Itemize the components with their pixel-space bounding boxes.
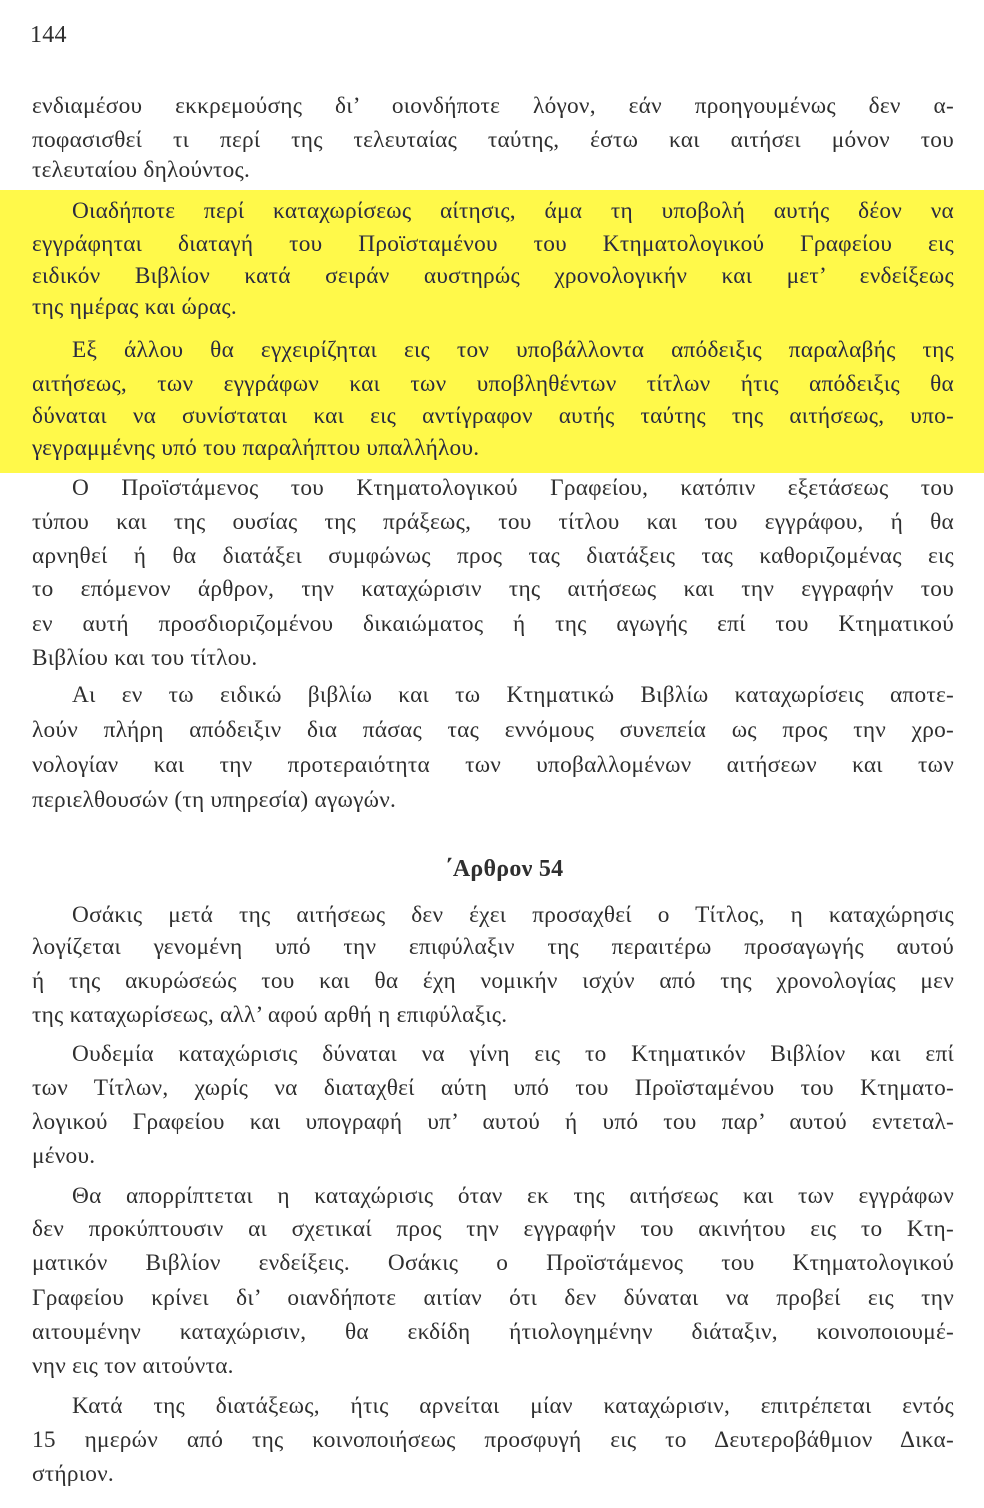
text-line: δεν προκύπτουσιν αι σχετικαί προς την εγγραφήν του ακινήτου εις το Κτη- bbox=[32, 1216, 954, 1242]
text-line: εν αυτή προσδιοριζομένου δικαιώματος ή της αγωγής επί του Κτηματικού bbox=[32, 611, 954, 637]
text-line: Θα απορρίπτεται η καταχώρισις όταν εκ της αιτήσεως και των εγγράφων bbox=[72, 1183, 954, 1209]
text-line: Κατά της διατάξεως, ήτις αρνείται μίαν καταχώρισιν, επιτρέπεται εντός bbox=[72, 1393, 954, 1419]
text-line: στήριον. bbox=[32, 1461, 115, 1487]
text-line: λογίζεται γενομένη υπό την επιφύλαξιν της περαιτέρω προσαγωγής αυτού bbox=[32, 934, 954, 960]
highlighted-text-line: αιτήσεως, των εγγράφων και των υποβληθέντων τίτλων ήτις απόδειξις θα bbox=[32, 371, 954, 397]
text-line: το επόμενον άρθρον, την καταχώρισιν της αιτήσεως και την εγγραφήν του bbox=[32, 576, 954, 602]
text-line: Γραφείου κρίνει δι’ οιανδήποτε αιτίαν ότι δεν δύναται να προβεί εις την bbox=[32, 1285, 954, 1311]
text-line: τελευταίου δηλούντος. bbox=[32, 157, 251, 183]
text-line: λούν πλήρη απόδειξιν δια πάσας τας εννόμους συνεπεία ως προς την χρο- bbox=[32, 717, 954, 743]
text-line: Αι εν τω ειδικώ βιβλίω και τω Κτηματικώ Βιβλίω καταχωρίσεις αποτε- bbox=[72, 682, 954, 708]
highlighted-text-line: δύναται να συνίσταται και εις αντίγραφον αυτής ταύτης της αιτήσεως, υπο- bbox=[32, 403, 954, 429]
text-line: ματικόν Βιβλίον ενδείξεις. Οσάκις ο Προϊστάμενος του Κτηματολογικού bbox=[32, 1250, 954, 1276]
text-line: Βιβλίου και του τίτλου. bbox=[32, 645, 258, 671]
highlighted-text-line: της ημέρας και ώρας. bbox=[32, 294, 237, 320]
text-line: περιελθουσών (τη υπηρεσία) αγωγών. bbox=[32, 787, 397, 813]
highlighted-text-line: εγγράφηται διαταγή του Προϊσταμένου του Κτηματολογικού Γραφείου εις bbox=[32, 231, 954, 257]
text-line: αρνηθεί ή θα διατάξει συμφώνως προς τας διατάξεις τας καθοριζομένας εις bbox=[32, 543, 954, 569]
text-line: ή της ακυρώσεώς του και θα έχη νομικήν ισχύν από της χρονολογίας μεν bbox=[32, 968, 954, 994]
highlighted-text-line: γεγραμμένης υπό του παραλήπτου υπαλλήλου. bbox=[32, 435, 480, 461]
text-line: νολογίαν και την προτεραιότητα των υποβαλλομένων αιτήσεων και των bbox=[32, 752, 954, 778]
highlighted-text-line: ειδικόν Βιβλίον κατά σειράν αυστηρώς χρονολογικήν και μετ’ ενδείξεως bbox=[32, 263, 954, 289]
text-line: ποφασισθεί τι περί της τελευταίας ταύτης, έστω και αιτήσει μόνον του bbox=[32, 127, 954, 153]
text-line: ενδιαμέσου εκκρεμούσης δι’ οιονδήποτε λόγον, εάν προηγουμένως δεν α- bbox=[32, 93, 954, 119]
text-line: αιτουμένην καταχώρισιν, θα εκδίδη ήτιολογημένην διάταξιν, κοινοποιουμέ- bbox=[32, 1319, 954, 1345]
text-line: της καταχωρίσεως, αλλ’ αφού αρθή η επιφύλαξις. bbox=[32, 1002, 508, 1028]
highlighted-text-line: Εξ άλλου θα εγχειρίζηται εις τον υποβάλλοντα απόδειξις παραλαβής της bbox=[72, 337, 954, 363]
text-line: λογικού Γραφείου και υπογραφή υπ’ αυτού ή υπό του παρ’ αυτού εντεταλ- bbox=[32, 1109, 954, 1135]
text-line: Οσάκις μετά της αιτήσεως δεν έχει προσαχθεί ο Τίτλος, η καταχώρησις bbox=[72, 902, 954, 928]
text-line: νην εις τον αιτούντα. bbox=[32, 1353, 234, 1379]
text-line: τύπου και της ουσίας της πράξεως, του τίτλου και του εγγράφου, ή θα bbox=[32, 509, 954, 535]
text-line: των Τίτλων, χωρίς να διαταχθεί αύτη υπό του Προϊσταμένου του Κτηματο- bbox=[32, 1075, 954, 1101]
text-line: Ουδεμία καταχώρισις δύναται να γίνη εις το Κτηματικόν Βιβλίον και επί bbox=[72, 1041, 954, 1067]
highlighted-text-line: Οιαδήποτε περί καταχωρίσεως αίτησις, άμα τη υποβολή αυτής δέον να bbox=[72, 198, 954, 224]
page-number: 144 bbox=[30, 22, 67, 48]
article-heading: ΄Αρθρον 54 bbox=[444, 856, 564, 882]
text-line: 15 ημερών από της κοινοποιήσεως προσφυγή εις το Δευτεροβάθμιον Δικα- bbox=[32, 1427, 954, 1453]
text-line: μένου. bbox=[32, 1143, 96, 1169]
text-line: Ο Προϊστάμενος του Κτηματολογικού Γραφείου, κατόπιν εξετάσεως του bbox=[72, 475, 954, 501]
